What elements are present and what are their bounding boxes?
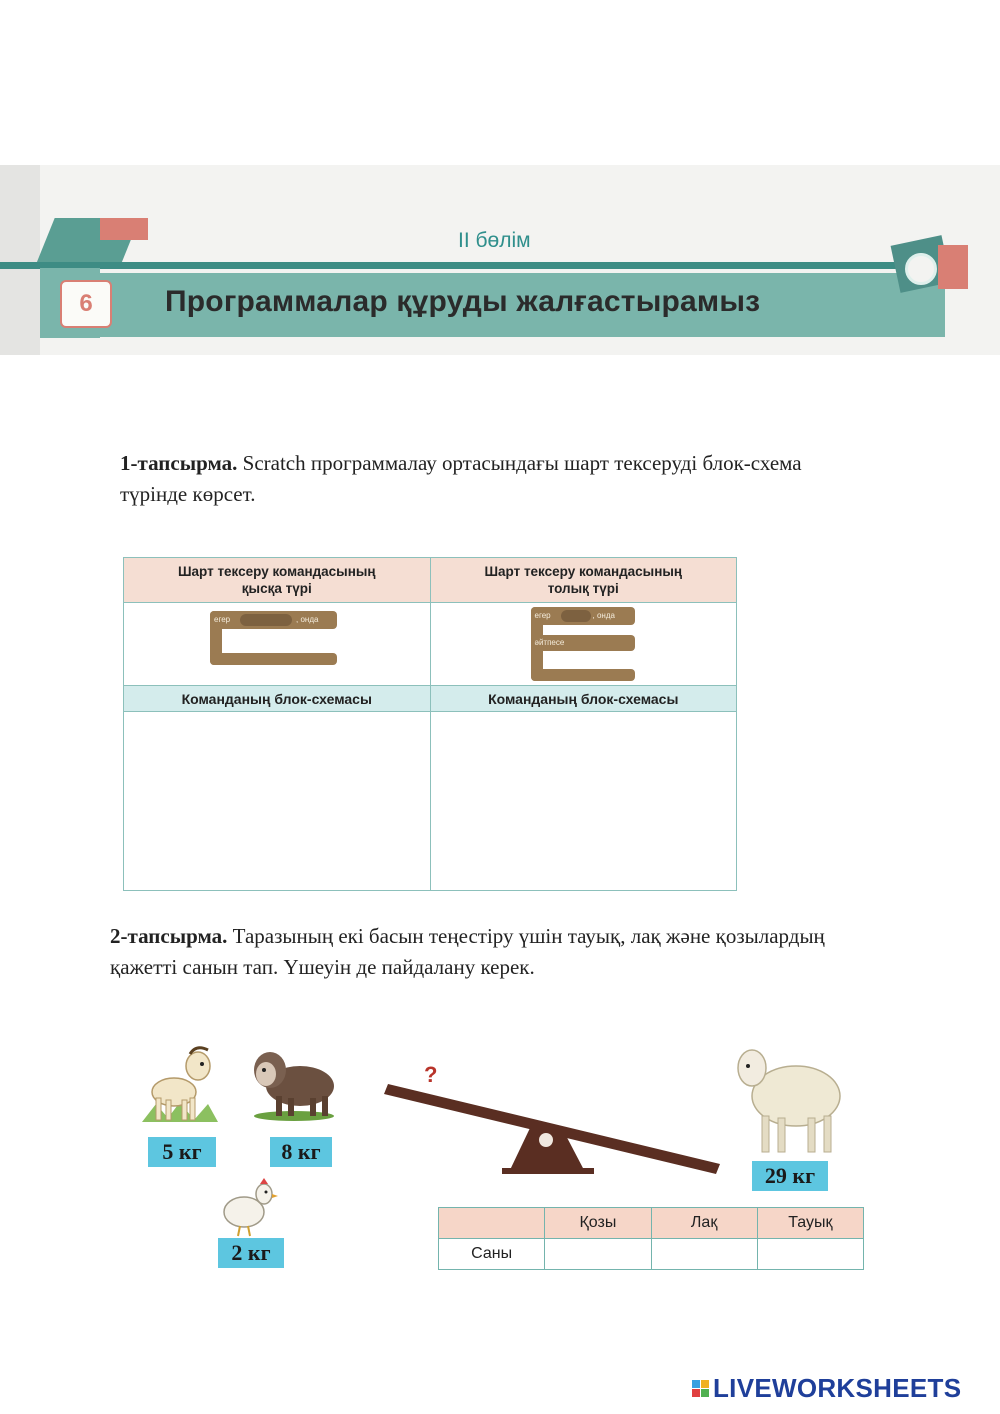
task2-label: 2-тапсырма. <box>110 924 228 948</box>
col2-answer-area[interactable] <box>430 712 737 891</box>
col2-subheader: Команданың блок-схемасы <box>430 686 737 712</box>
answer-cell-chicken[interactable] <box>757 1239 863 1270</box>
header-chicken: Тауық <box>757 1208 863 1239</box>
answer-cell-lamb[interactable] <box>545 1239 651 1270</box>
decor-pink-icon <box>938 245 968 289</box>
block-if-text: егер <box>534 611 551 620</box>
task1-label: 1-тапсырма. <box>120 451 238 475</box>
block-else-text: әйтпесе <box>534 638 565 647</box>
task1-table <box>123 557 737 891</box>
header-kid-goat: Лақ <box>651 1208 757 1239</box>
page-edge-shadow <box>0 165 40 355</box>
block-if-text: егер <box>214 615 231 624</box>
sheep-weight-tag: 29 кг <box>752 1161 828 1191</box>
liveworksheets-watermark <box>692 1373 961 1404</box>
liveworksheets-logo-icon <box>692 1380 709 1397</box>
task2-prompt <box>110 921 870 983</box>
scratch-if-block <box>210 611 340 665</box>
watermark-text: LIVEWORKSHEETS <box>713 1373 962 1403</box>
block-then-text: , онда <box>592 611 615 620</box>
col1-header <box>124 558 431 603</box>
scratch-if-else-block <box>531 607 639 681</box>
col1-answer-area[interactable] <box>124 712 431 891</box>
decor-circle-icon <box>905 253 937 285</box>
lesson-number-badge: 6 <box>60 280 112 328</box>
answer-cell-kid-goat[interactable] <box>651 1239 757 1270</box>
question-mark: ? <box>424 1062 438 1087</box>
task1-text: Scratch программалау ортасындағы шарт тексеруді блок-схема түрінде көрсет. <box>120 451 802 506</box>
chicken-weight-tag: 2 кг <box>218 1238 284 1268</box>
task1-prompt <box>120 448 810 510</box>
col1-header-line2: қысқа түрі <box>241 581 312 596</box>
header-lamb: Қозы <box>545 1208 651 1239</box>
block-then-text: , онда <box>296 615 319 624</box>
task2-text: Таразының екі басын теңестіру үшін тауық, лақ және қозылардың қажетті санын тап. Үшеуін де пайдалану керек. <box>110 924 825 979</box>
header-band-line <box>0 262 900 269</box>
short-if-block-cell <box>124 603 431 686</box>
col2-header-line1: Шарт тексеру командасының <box>484 564 683 579</box>
col2-header-line2: толық түрі <box>547 581 619 596</box>
col2-header <box>430 558 737 603</box>
chicken-icon <box>218 1176 280 1238</box>
header-band-accent <box>100 218 148 240</box>
section-label: II бөлім <box>458 229 531 252</box>
lesson-title: Программалар құруды жалғастырамыз <box>165 285 761 318</box>
row-label-count: Саны <box>439 1239 545 1270</box>
lamb-icon <box>244 1040 344 1122</box>
goat-weight-tag: 5 кг <box>148 1137 216 1167</box>
lamb-weight-tag: 8 кг <box>270 1137 332 1167</box>
goat-icon <box>138 1042 220 1130</box>
sheep-icon <box>732 1040 844 1158</box>
col1-subheader: Команданың блок-схемасы <box>124 686 431 712</box>
corner-header <box>439 1208 545 1239</box>
full-if-else-block-cell <box>430 603 737 686</box>
col1-header-line1: Шарт тексеру командасының <box>177 564 376 579</box>
task2-answer-table <box>438 1207 864 1270</box>
